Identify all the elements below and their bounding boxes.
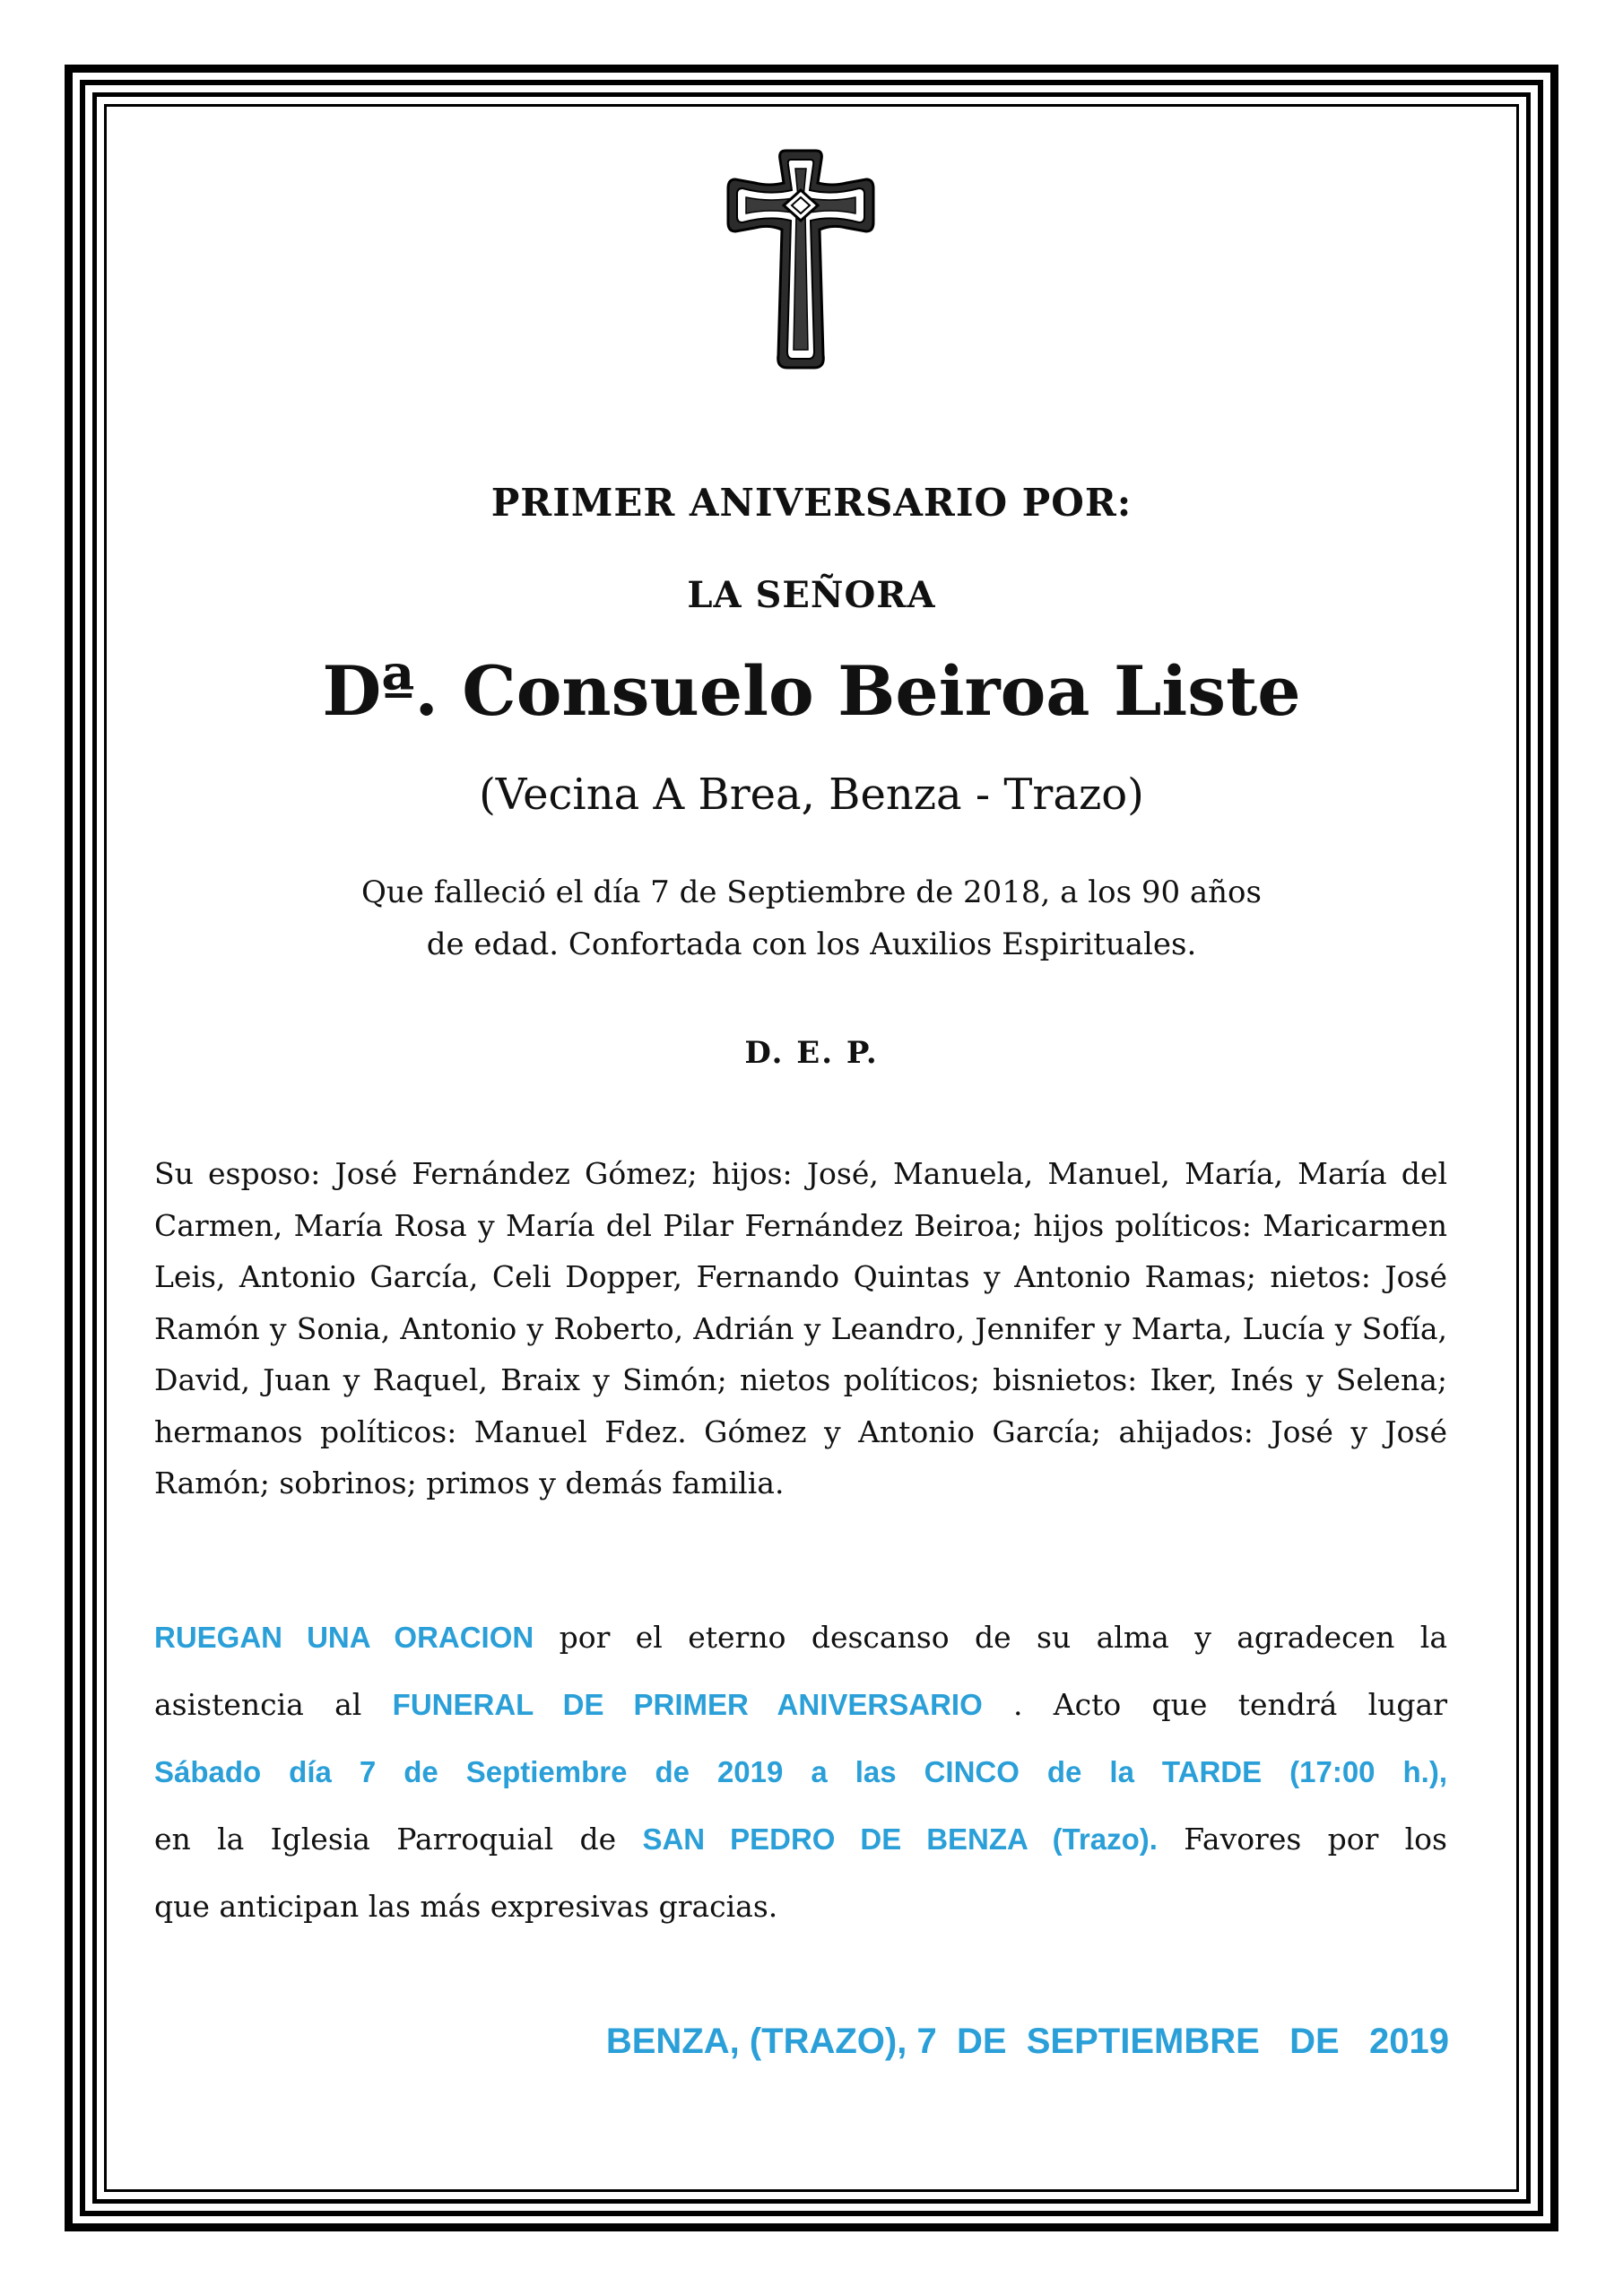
prayer-line-4 (154, 1805, 1447, 1873)
prayer-text-1: por el eterno descanso de su alma y agradecen la (534, 1620, 1447, 1655)
church-name: SAN PEDRO DE BENZA (Trazo). (642, 1822, 1158, 1856)
place-and-date: BENZA, (TRAZO), 7 DE SEPTIEMBRE DE 2019 (605, 2022, 1449, 2061)
family-paragraph: Su esposo: José Fernández Gómez; hijos: José, Manuela, Manuel, María, María del Carmen, María Rosa y María del Pilar Fernández Beiroa; hijos políticos: Maricarmen Leis, Antonio García, Celi Dopper, Fernando Quintas y Antonio Ramas; nietos: José Ramón y Sonia, Antonio y Roberto, Adrián y Leandro, Jennifer y Marta, Lucía y Sofía, David, Juan y Raquel, Braix y Simón; nietos políticos; bisnietos: Iker, Inés y Selena; hermanos políticos: Manuel Fdez. Gómez y Antonio García; ahijados: José y José Ramón; sobrinos; primos y demás familia. (154, 1156, 1447, 1500)
prayer-text-3: . Acto que tendrá lugar (982, 1687, 1447, 1722)
prayer-text-2: asistencia al (154, 1687, 393, 1722)
prayer-text-5: Favores por los (1157, 1822, 1447, 1857)
prayer-line-3 (154, 1738, 1447, 1805)
prayer-line-1 (154, 1604, 1447, 1671)
rip-text: D. E. P. (744, 1035, 879, 1071)
prayer-paragraph (154, 1604, 1447, 1940)
prayer-text-4: en la Iglesia Parroquial de (154, 1822, 643, 1857)
prayer-text-6: que anticipan las más expresivas gracias. (154, 1889, 778, 1924)
deceased-name: Dª. Consuelo Beiroa Liste (322, 651, 1301, 731)
death-notice (126, 866, 1497, 970)
prayer-request: RUEGAN UNA ORACION (154, 1621, 534, 1654)
death-line-2: de edad. Confortada con los Auxilios Espirituales. (426, 926, 1197, 962)
prayer-line-2 (154, 1671, 1447, 1738)
death-line-1: Que falleció el día 7 de Septiembre de 2018, a los 90 años (361, 874, 1262, 910)
anniversary-title: PRIMER ANIVERSARIO POR: (490, 481, 1133, 525)
honorific: LA SEÑORA (687, 574, 936, 616)
deceased-origin: (Vecina A Brea, Benza - Trazo) (479, 770, 1144, 820)
funeral-name: FUNERAL DE PRIMER ANIVERSARIO (392, 1688, 983, 1721)
funeral-date-time: Sábado día 7 de Septiembre de 2019 a las CINCO de la TARDE (17:00 h.), (154, 1755, 1447, 1788)
cross-icon (725, 147, 877, 373)
prayer-line-5 (154, 1873, 1447, 1940)
